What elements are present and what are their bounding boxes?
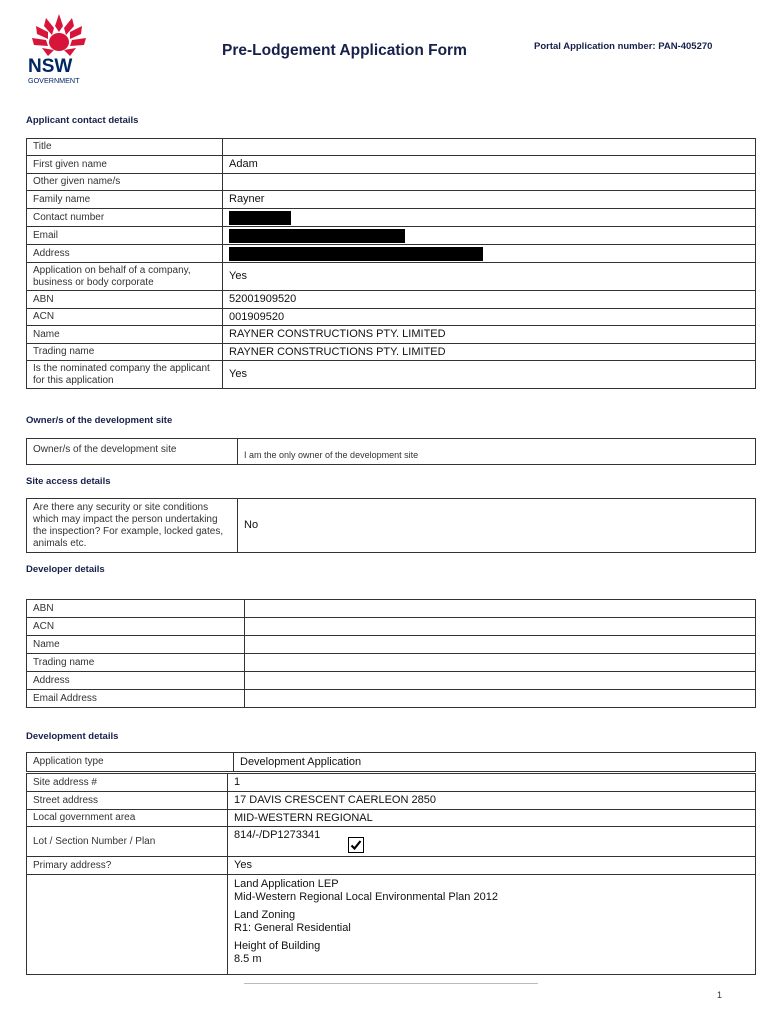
row-value	[245, 690, 756, 708]
portal-application-number: Portal Application number: PAN-405270	[534, 41, 713, 52]
row-label: Address	[27, 245, 223, 263]
row-value	[223, 174, 756, 191]
row-value	[223, 209, 756, 227]
table-row	[27, 439, 756, 465]
applicant-heading: Applicant contact details	[26, 115, 139, 126]
table-row	[27, 636, 756, 654]
row-value: 17 DAVIS CRESCENT CAERLEON 2850	[228, 792, 756, 810]
row-label: First given name	[27, 156, 223, 174]
table-row	[27, 810, 756, 827]
row-label: Name	[27, 636, 245, 654]
owners-heading: Owner/s of the development site	[26, 415, 173, 426]
planning-value: R1: General Residential	[234, 922, 351, 934]
row-label: Other given name/s	[27, 174, 223, 191]
table-row	[27, 792, 756, 810]
row-value	[245, 618, 756, 636]
table-row	[27, 263, 756, 291]
table-row	[27, 618, 756, 636]
owners-table	[26, 438, 756, 465]
table-row	[27, 344, 756, 361]
planning-controls	[228, 875, 756, 975]
row-label	[27, 875, 228, 975]
site-access-heading: Site access details	[26, 476, 111, 487]
row-value: No	[238, 499, 756, 553]
logo-text: NSW	[28, 56, 73, 77]
row-label: Application type	[27, 753, 234, 772]
row-label: Email	[27, 227, 223, 245]
row-value: RAYNER CONSTRUCTIONS PTY. LIMITED	[223, 344, 756, 361]
row-label: Street address	[27, 792, 228, 810]
row-value	[223, 245, 756, 263]
table-row	[27, 753, 756, 772]
page-number: 1	[717, 990, 723, 1000]
row-value: 52001909520	[223, 291, 756, 309]
row-value: Yes	[223, 263, 756, 291]
table-row	[27, 209, 756, 227]
development-heading: Development details	[26, 731, 119, 742]
row-value: Rayner	[223, 191, 756, 209]
lot-plan-value: 814/-/DP1273341	[234, 829, 321, 841]
table-row	[27, 774, 756, 792]
row-label: Name	[27, 326, 223, 344]
nsw-government-logo	[24, 12, 94, 86]
row-value: Development Application	[234, 753, 756, 772]
table-row	[27, 600, 756, 618]
row-value: MID-WESTERN REGIONAL	[228, 810, 756, 827]
row-label: Is the nominated company the applicant for this application	[27, 361, 223, 389]
row-value: 1	[228, 774, 756, 792]
planning-title: Land Application LEP	[234, 878, 339, 890]
row-label: Address	[27, 672, 245, 690]
planning-value: 8.5 m	[234, 953, 262, 965]
row-label: Lot / Section Number / Plan	[27, 827, 228, 857]
table-row	[27, 139, 756, 156]
row-value: Yes	[228, 857, 756, 875]
row-label: Email Address	[27, 690, 245, 708]
row-value: RAYNER CONSTRUCTIONS PTY. LIMITED	[223, 326, 756, 344]
table-row	[27, 827, 756, 857]
table-row	[27, 245, 756, 263]
row-value	[223, 139, 756, 156]
table-row	[27, 654, 756, 672]
site-details-table	[26, 773, 756, 975]
row-value	[245, 672, 756, 690]
planning-item	[234, 940, 749, 966]
row-label: Primary address?	[27, 857, 228, 875]
table-row	[27, 672, 756, 690]
row-value	[245, 636, 756, 654]
site-access-table	[26, 498, 756, 553]
row-label: Title	[27, 139, 223, 156]
row-label: Application on behalf of a company, business or body corporate	[27, 263, 223, 291]
row-value: Yes	[223, 361, 756, 389]
table-row	[27, 690, 756, 708]
page-title: Pre-Lodgement Application Form	[222, 42, 467, 59]
row-label: Owner/s of the development site	[27, 439, 238, 465]
planning-title: Height of Building	[234, 940, 321, 952]
row-label: Trading name	[27, 654, 245, 672]
row-label: Family name	[27, 191, 223, 209]
applicant-table	[26, 138, 756, 389]
planning-value: Mid-Western Regional Local Environmental Plan 2012	[234, 891, 498, 903]
row-label: ABN	[27, 600, 245, 618]
row-value: I am the only owner of the development site	[238, 439, 756, 465]
redacted-contact-number	[229, 211, 291, 225]
redacted-address	[229, 247, 483, 261]
row-value	[228, 827, 756, 857]
row-label: Local government area	[27, 810, 228, 827]
table-row	[27, 857, 756, 875]
row-value: 001909520	[223, 309, 756, 326]
planning-item	[234, 909, 749, 935]
row-label: Site address #	[27, 774, 228, 792]
checkmark-icon	[349, 838, 363, 852]
planning-title: Land Zoning	[234, 909, 296, 921]
table-row	[27, 875, 756, 975]
row-label: Contact number	[27, 209, 223, 227]
table-row	[27, 174, 756, 191]
table-row	[27, 309, 756, 326]
row-value	[245, 600, 756, 618]
table-row	[27, 291, 756, 309]
checkbox-checked[interactable]	[348, 837, 364, 853]
table-row	[27, 191, 756, 209]
redacted-email	[229, 229, 405, 243]
application-type-table	[26, 752, 756, 772]
row-label: Trading name	[27, 344, 223, 361]
row-value	[245, 654, 756, 672]
planning-item	[234, 878, 749, 904]
table-row	[27, 326, 756, 344]
table-row	[27, 361, 756, 389]
table-row	[27, 156, 756, 174]
row-label: ACN	[27, 309, 223, 326]
table-row	[27, 499, 756, 553]
table-row	[27, 227, 756, 245]
row-value: Adam	[223, 156, 756, 174]
row-label: ABN	[27, 291, 223, 309]
developer-table	[26, 599, 756, 708]
row-label: ACN	[27, 618, 245, 636]
footer-divider	[244, 983, 538, 984]
row-value	[223, 227, 756, 245]
logo-subtext: GOVERNMENT	[28, 76, 80, 85]
developer-heading: Developer details	[26, 564, 105, 575]
row-label: Are there any security or site conditions which may impact the person undertaking the inspection? For example, locked gates, animals etc.	[27, 499, 238, 553]
